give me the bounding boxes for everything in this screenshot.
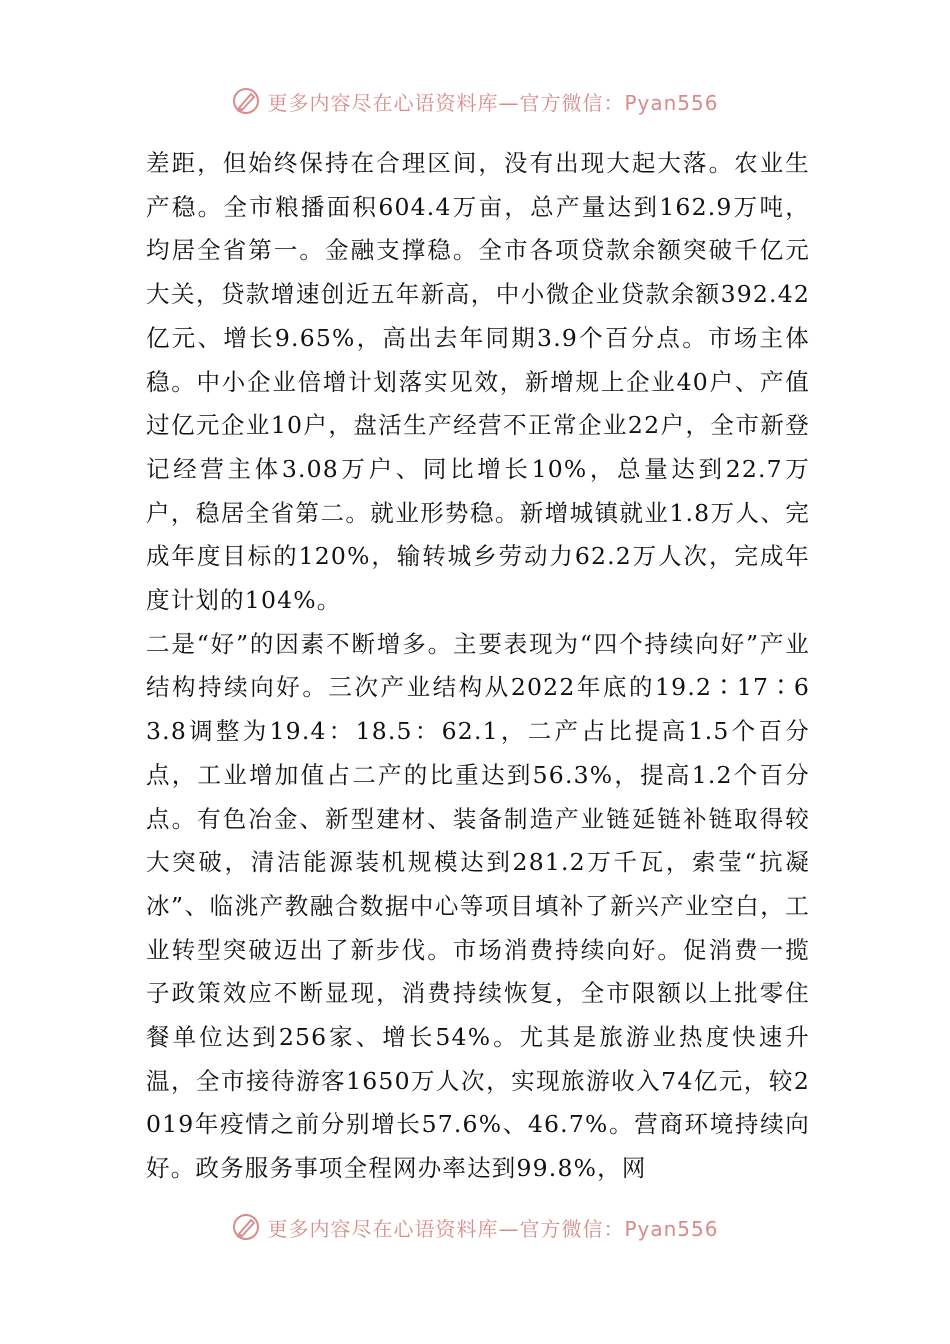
paragraph-1: 差距，但始终保持在合理区间，没有出现大起大落。农业生产稳。全市粮播面积604.4万亩，总产量达到162.9万吨，均居全省第一。金融支撑稳。全市各项贷款余额突破千亿元大关，贷款增速创近五年新高，中小微企业贷款余额392.42亿元、增长9.65%，高出去年同期3.9个百分点。市场主体稳。中小企业倍增计划落实见效，新增规上企业40户、产值过亿元企业10户，盘活生产经营不正常企业22户，全市新登记经营主体3.08万户、同比增长10%，总量达到22.7万户，稳居全省第二。就业形势稳。新增城镇就业1.8万人、完成年度目标的120%，输转城乡劳动力62.2万人次，完成年度计划的104%。 <box>146 149 810 615</box>
document-body <box>146 142 810 1191</box>
header-watermark <box>0 86 950 116</box>
header-watermark-text: 更多内容尽在心语资料库—官方微信：Pyan556 <box>267 90 719 115</box>
paragraph-2: 二是“好”的因素不断增多。主要表现为“四个持续向好”产业结构持续向好。三次产业结构从2022年底的19.2∶17∶63.8调整为19.4：18.5：62.1，二产占比提高1.5个百分点，工业增加值占二产的比重达到56.3%，提高1.2个百分点。有色冶金、新型建材、装备制造产业链延链补链取得较大突破，清洁能源装机规模达到281.2万千瓦，索莹“抗凝冰”、临洮产教融合数据中心等项目填补了新兴产业空白，工业转型突破迈出了新步伐。市场消费持续向好。促消费一揽子政策效应不断显现，消费持续恢复，全市限额以上批零住餐单位达到256家、增长54%。尤其是旅游业热度快速升温，全市接待游客1650万人次，实现旅游收入74亿元，较2019年疫情之前分别增长57.6%、46.7%。营商环境持续向好。政务服务事项全程网办率达到99.8%，网 <box>146 629 810 1183</box>
pen-logo-icon <box>231 1212 261 1242</box>
pen-logo-icon <box>231 86 261 116</box>
footer-watermark <box>0 1212 950 1242</box>
footer-watermark-text: 更多内容尽在心语资料库—官方微信：Pyan556 <box>267 1216 719 1241</box>
